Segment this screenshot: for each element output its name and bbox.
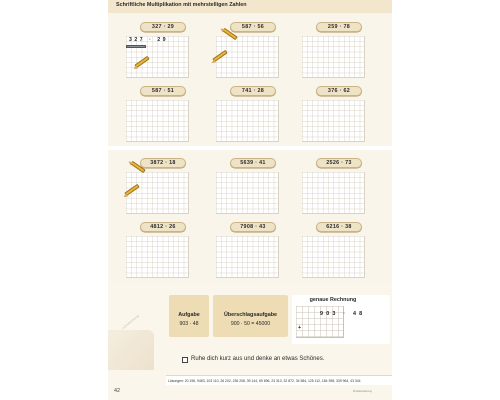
page-curl-decoration (108, 330, 154, 370)
calculation-grid[interactable] (302, 100, 365, 142)
rest-checkbox[interactable] (182, 357, 188, 363)
side-note: Schreibrichtung (121, 313, 140, 331)
example-written-digits: 327 · 29 (129, 37, 169, 43)
task-label: 5639 · 41 (230, 158, 276, 168)
page-number: 42 (114, 388, 120, 394)
solutions-text: Lösungen: 20 196, 9483, 103 110, 26 202, 236 208, 39 144, 69 696, 23 310, 32 872, 34 584, 125 112, 184 398, 339 964, 43 344 (168, 378, 361, 383)
calculation-grid[interactable] (216, 36, 279, 78)
ueberschlag-box (213, 295, 288, 337)
task-label: 587 · 51 (140, 86, 186, 96)
task-label: 741 · 28 (230, 86, 276, 96)
task-label: 4812 · 26 (140, 222, 186, 232)
calculation-grid[interactable] (126, 172, 189, 214)
aufgabe-value: 903 · 48 (179, 321, 199, 327)
calculation-grid[interactable] (302, 236, 365, 278)
header-bar (108, 0, 392, 13)
calculation-grid[interactable] (216, 100, 279, 142)
calculation-grid[interactable] (216, 172, 279, 214)
calculation-grid[interactable] (126, 100, 189, 142)
task-label: 7908 · 43 (230, 222, 276, 232)
task-label: 3872 · 18 (140, 158, 186, 168)
calculation-grid[interactable] (126, 236, 189, 278)
solutions-strip (166, 375, 392, 385)
rest-text: Ruhe dich kurz aus und denke an etwas Schönes. (191, 356, 325, 362)
calculation-grid[interactable] (302, 36, 365, 78)
page-title: Schriftliche Multiplikation mit mehrstelligen Zahlen (116, 2, 247, 8)
task-label: 587 · 56 (230, 22, 276, 32)
task-label: 6216 · 38 (316, 222, 362, 232)
worksheet-page (108, 0, 392, 400)
task-label: 376 · 62 (316, 86, 362, 96)
calculation-grid[interactable] (216, 236, 279, 278)
ueberschlag-label: Überschlagsaufgabe (223, 312, 278, 318)
ueberschlag-value: 900 · 50 = 45000 (230, 321, 271, 327)
genaue-rechnung-label: genaue Rechnung (309, 297, 357, 303)
calculation-grid[interactable] (302, 172, 365, 214)
aufgabe-box (169, 295, 209, 337)
genaue-rechnung-digits: 903 · 48 (320, 311, 366, 317)
genaue-rechnung-box (292, 295, 390, 344)
task-label: 259 · 78 (316, 22, 362, 32)
eraser-icon (126, 45, 146, 48)
aufgabe-label: Aufgabe (178, 312, 200, 318)
task-label: 2526 · 73 (316, 158, 362, 168)
footer-note: Produktcodierung (353, 390, 372, 393)
task-label: 327 · 29 (140, 22, 186, 32)
plus-sign: + (298, 325, 302, 331)
